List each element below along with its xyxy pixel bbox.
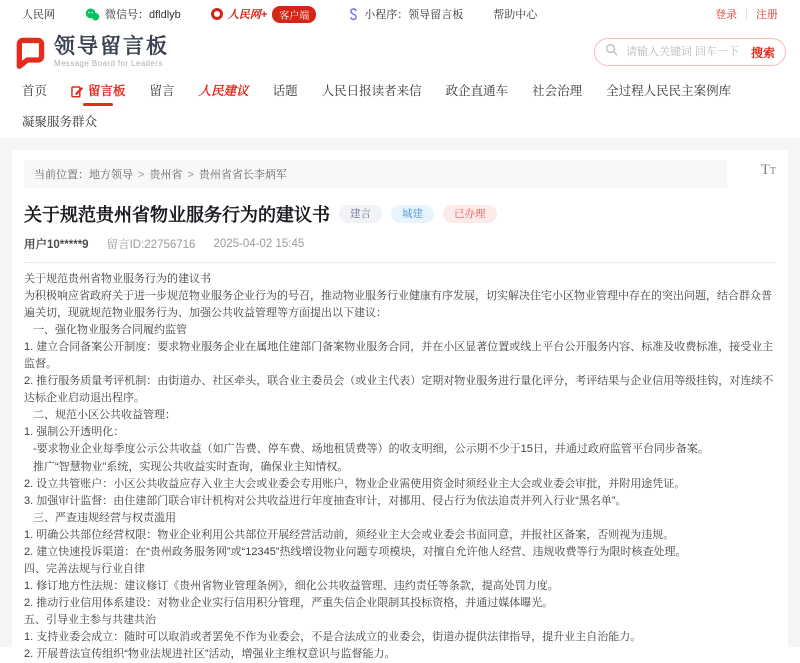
nav-item-label: 全过程人民民主案例库 bbox=[606, 84, 732, 98]
peoples-daily-plus-icon bbox=[211, 8, 223, 20]
miniprogram-label: 小程序：领导留言板 bbox=[364, 9, 464, 21]
edit-pen-icon bbox=[71, 85, 84, 98]
nav-item-label: 首页 bbox=[22, 84, 48, 98]
breadcrumb-separator: > bbox=[187, 169, 194, 181]
breadcrumb-prefix: 当前位置： bbox=[34, 169, 89, 181]
article-paragraph: 二、规范小区公共收益管理： bbox=[33, 409, 176, 422]
wechat-label: 微信号：dfldlyb bbox=[105, 9, 181, 21]
article-paragraph: 3. 加强审计监督：由住建部门联合审计机构对公共收益进行年度抽查审计，对挪用、侵占行为依法追责并列入行业“黑名单”。 bbox=[24, 494, 627, 507]
breadcrumb-item[interactable]: 贵州省省长李炳军 bbox=[198, 169, 287, 181]
auth-links bbox=[715, 6, 778, 22]
font-size-large-icon: T bbox=[760, 162, 770, 178]
article-paragraph: 2. 推动行业信用体系建设：对物业企业实行信用积分管理，严重失信企业限制其投标资格，并通过媒体曝光。 bbox=[24, 596, 554, 609]
nav-item-topics[interactable] bbox=[273, 76, 298, 107]
font-size-small-icon: T bbox=[769, 166, 776, 177]
page-title: 关于规范贵州省物业服务行为的建议书 bbox=[24, 205, 330, 225]
article-paragraph: 1. 强制公开透明化： bbox=[24, 426, 125, 439]
pd-app-badge[interactable] bbox=[211, 6, 316, 23]
breadcrumb-item[interactable]: 贵州省 bbox=[149, 169, 183, 181]
search-input[interactable] bbox=[624, 45, 745, 59]
nav-item-readers-letters[interactable] bbox=[322, 76, 422, 107]
article-paragraph: 2. 设立共管账户：小区公共收益应存入业主大会或业委会专用账户，物业企业需使用资金时须经业主大会或业委会审批，并附用途凭证。 bbox=[24, 477, 686, 490]
main-area bbox=[0, 138, 800, 661]
nav-item-messages[interactable] bbox=[150, 76, 175, 107]
article-paragraph: 为积极响应省政府关于进一步规范物业服务企业行为的号召，推动物业服务行业健康有序发展，切实解决住宅小区物业管理中存在的突出问题，结合群众普遍关切，现就规范物业服务行为、加强公共收益管理等方面提出以下建议： bbox=[24, 290, 772, 320]
search-icon bbox=[605, 43, 618, 61]
nav-item-peoples-suggestions[interactable] bbox=[199, 76, 249, 107]
breadcrumb bbox=[24, 160, 727, 188]
nav-item-label: 人民建议 bbox=[198, 84, 249, 98]
article-paragraph: 1. 明确公共部位经营权限：物业企业利用公共部位开展经营活动前，须经业主大会或业委会书面同意，并报社区备案，否则视为违规。 bbox=[24, 528, 675, 541]
nav-item-label: 社会治理 bbox=[532, 84, 583, 98]
miniprogram-icon bbox=[346, 7, 359, 22]
wechat-icon bbox=[85, 8, 100, 21]
logo-text bbox=[54, 36, 169, 68]
meta-row bbox=[24, 236, 776, 263]
site-logo[interactable] bbox=[14, 36, 169, 68]
nav-item-label: 留言板 bbox=[88, 84, 126, 98]
topbar bbox=[0, 0, 800, 28]
article-paragraph: 2. 推行服务质量考评机制：由街道办、社区牵头，联合业主委员会（或业主代表）定期对物业服务进行量化评分，考评结果与企业信用等级挂钩，对连续不达标企业启动退出程序。 bbox=[24, 375, 774, 405]
nav-item-democracy-case-library[interactable] bbox=[606, 76, 731, 107]
help-center-link[interactable]: 帮助中心 bbox=[493, 9, 538, 21]
wechat-info bbox=[85, 6, 181, 22]
register-link[interactable]: 注册 bbox=[756, 9, 778, 21]
breadcrumb-item[interactable]: 地方领导 bbox=[89, 169, 133, 181]
message-datetime: 2025-04-02 15:45 bbox=[213, 238, 305, 250]
article-paragraph: 1. 支持业委会成立：随时可以取消或者罢免不作为业委会，不是合法成立的业委会，街道办提供法律指导，提升业主自治能力。 bbox=[24, 630, 642, 643]
article-paragraph: -要求物业企业每季度公示公共收益（如广告费、停车费、场地租赁费等）的收支明细，公示期不少于15日，并通过政府监管平台同步备案。 bbox=[33, 443, 709, 456]
logo-subtitle: Message Board for Leaders bbox=[54, 59, 163, 68]
nav-item-label: 凝聚服务群众 bbox=[22, 115, 98, 129]
article-paragraph: 1. 建立合同备案公开制度：要求物业服务企业在属地住建部门备案物业服务合同，并在小区显著位置或线上平台公开服务内容、标准及收费标准，接受业主监督。 bbox=[24, 341, 774, 371]
article-paragraph: 2. 建立快速投诉渠道：在“贵州政务服务网”或“12345”热线增设物业问题专项模块，对擅自允许他人经营、违规收费等行为限时核查处理。 bbox=[24, 545, 687, 558]
nav-item-social-governance[interactable] bbox=[532, 76, 582, 107]
nav-item-label: 话题 bbox=[272, 84, 298, 98]
article-paragraph: 1. 修订地方性法规：建议修订《贵州省物业管理条例》，细化公共收益管理、违约责任等条款，提高处罚力度。 bbox=[24, 579, 559, 592]
nav-item-label: 留言 bbox=[149, 84, 175, 98]
article-paragraph: 一、强化物业服务合同履约监管 bbox=[33, 324, 187, 337]
search-box bbox=[594, 38, 786, 66]
nav-item-serve-the-masses[interactable] bbox=[22, 107, 97, 138]
search-button[interactable]: 搜索 bbox=[750, 45, 775, 60]
tag-suggestion: 建言 bbox=[339, 205, 382, 223]
pd-plus-label: 人民网+ bbox=[227, 9, 268, 21]
tag-urban-construction: 城建 bbox=[391, 205, 434, 223]
message-detail-card bbox=[12, 150, 788, 661]
breadcrumb-separator: > bbox=[138, 169, 145, 181]
site-header bbox=[0, 28, 800, 76]
tag-list bbox=[339, 205, 497, 223]
main-nav bbox=[0, 76, 800, 138]
article-paragraph: 五、引导业主参与共建共治 bbox=[24, 613, 156, 626]
breadcrumb-row bbox=[24, 160, 776, 188]
logo-title: 领导留言板 bbox=[54, 35, 169, 58]
article-paragraph: 四、完善法规与行业自律 bbox=[24, 562, 145, 575]
article-paragraph: 三、严查违规经营与权责滥用 bbox=[33, 511, 176, 524]
nav-item-label: 人民日报读者来信 bbox=[321, 84, 422, 98]
article-paragraph: 关于规范贵州省物业服务行为的建议书 bbox=[24, 273, 211, 285]
article-paragraph: 推广“智慧物业”系统，实现公共收益实时查询，确保业主知情权。 bbox=[33, 460, 349, 473]
username: 用户10*****9 bbox=[24, 239, 89, 251]
nav-item-label: 政企直通车 bbox=[445, 84, 509, 98]
message-board-logo-icon bbox=[14, 36, 46, 68]
login-link[interactable]: 登录 bbox=[715, 9, 738, 21]
nav-item-message-board[interactable] bbox=[71, 76, 126, 107]
peoples-daily-link[interactable]: 人民网 bbox=[22, 9, 55, 21]
tag-resolved: 已办理 bbox=[443, 205, 497, 223]
font-size-toggle[interactable] bbox=[761, 162, 776, 178]
message-body bbox=[24, 263, 776, 663]
divider: | bbox=[745, 8, 748, 20]
nav-item-gov-business-express[interactable] bbox=[446, 76, 509, 107]
title-row bbox=[24, 201, 776, 227]
nav-item-home[interactable] bbox=[22, 76, 47, 107]
message-id: 留言ID:22756716 bbox=[106, 239, 196, 251]
nav-list bbox=[22, 76, 778, 138]
client-pill: 客户端 bbox=[272, 6, 316, 23]
miniprogram-info bbox=[346, 6, 463, 22]
article-paragraph: 2. 开展普法宣传组织“物业法规进社区”活动，增强业主维权意识与监督能力。 bbox=[24, 648, 396, 661]
